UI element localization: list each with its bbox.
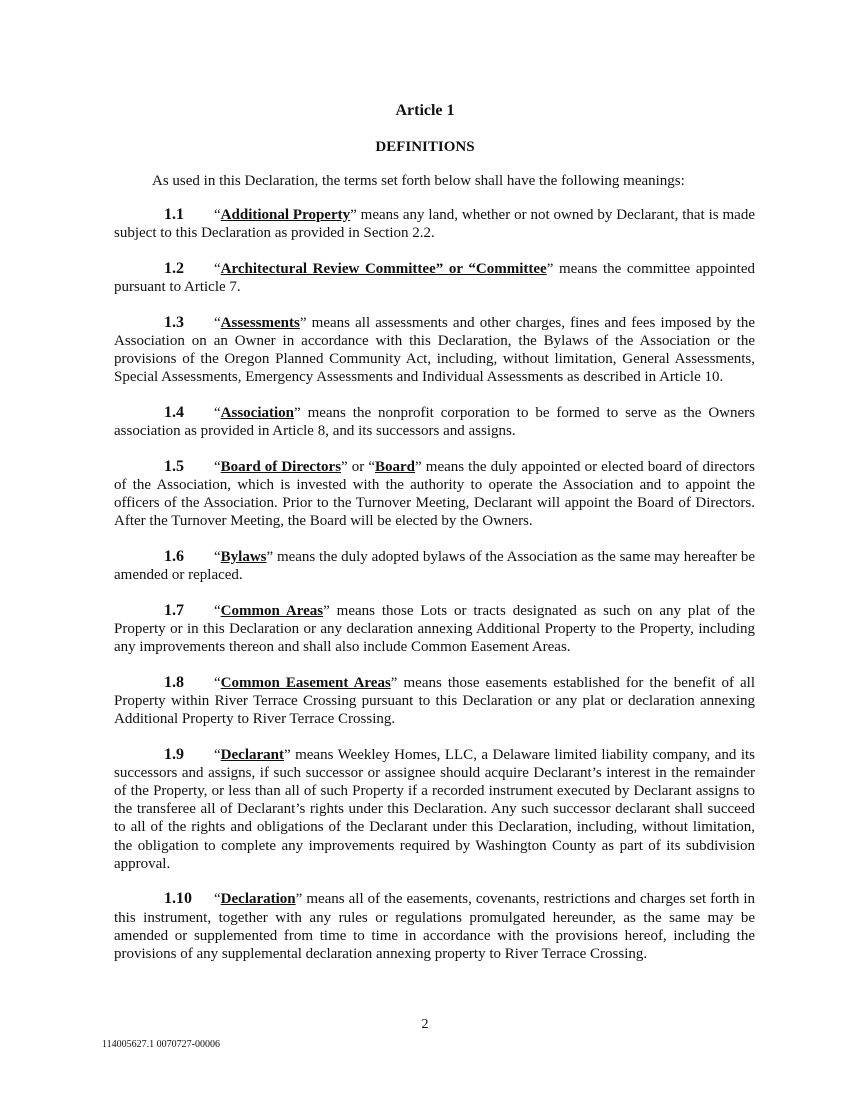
defined-term-alt: Board bbox=[375, 458, 416, 475]
definition-text: ” means those easements established for the benefit of all Property within River Terrace Crossing pursuant to this Declaration or any plat or declaration annexing Additional Property to River Terrace Crossing. bbox=[114, 674, 755, 727]
section-number: 1.9 bbox=[164, 745, 184, 763]
defined-term: Declarant bbox=[220, 746, 284, 763]
defined-term: Common Easement Areas bbox=[220, 674, 391, 691]
document-id: 114005627.1 0070727-00006 bbox=[102, 1039, 220, 1050]
section-number: 1.10 bbox=[164, 890, 192, 908]
definition-1-7: 1.7 “Common Areas” means those Lots or tracts designated as such on any plat of the Property or in this Declaration or any declaration annexing Additional Property to the Property, including any improvements thereon and shall also include Common Easement Areas. bbox=[114, 601, 755, 655]
section-number: 1.8 bbox=[164, 673, 184, 691]
definitions-list bbox=[114, 206, 755, 981]
defined-term: Assessments bbox=[220, 314, 300, 331]
definition-text: ” means all of the easements, covenants, restrictions and charges set forth in this instrument, together with any rules or regulations promulgated hereunder, as the same may be amended or supplemented from time to time in accordance with the provisions hereof, including the provisions of any supplemental declaration annexing property to River Terrace Crossing. bbox=[114, 891, 755, 963]
page-number: 2 bbox=[421, 1017, 429, 1032]
definition-1-8: 1.8 “Common Easement Areas” means those easements established for the benefit of all Property within River Terrace Crossing pursuant to this Declaration or any plat or declaration annexing Additional Property to River Terrace Crossing. bbox=[114, 673, 755, 727]
defined-term: Common Areas bbox=[220, 602, 324, 619]
definition-1-5: 1.5 “Board of Directors” or “Board” means the duly appointed or elected board of directors of the Association, which is invested with the authority to operate the Association and to appoint the officers of the Association. Prior to the Turnover Meeting, Declarant will appoint the Board of Directors. After the Turnover Meeting, the Board will be elected by the Owners. bbox=[114, 457, 755, 530]
definition-text: ” means Weekley Homes, LLC, a Delaware limited liability company, and its successors and assigns, if such successor or assignee should acquire Declarant’s interest in the remainder of the Property, or less than all of such Property if a recorded instrument executed by Declarant assigns to the transferee all of Declarant’s rights under this Declaration. Any such successor declarant shall succeed to all of the rights and obligations of the Declarant under this Declaration, including, without limitation, the obligation to complete any improvements required by Washington County as part of its subdivision approval. bbox=[114, 746, 755, 872]
article-subtitle: DEFINITIONS bbox=[375, 139, 475, 155]
defined-term: Association bbox=[220, 404, 295, 421]
definition-text: ” means all assessments and other charges, fines and fees imposed by the Association on an Owner in accordance with this Declaration, the Bylaws of the Association or the provisions of the Oregon Planned Community Act, including, without limitation, General Assessments, Special Assessments, Emergency Assessments and Individual Assessments as described in Article 10. bbox=[114, 314, 755, 386]
definition-text: ” means the committee appointed pursuant to Article 7. bbox=[114, 260, 755, 295]
definition-text: ” means the duly appointed or elected board of directors of the Association, which is invested with the authority to operate the Association and to appoint the officers of the Association. Prior to the Turnover Meeting, Declarant will appoint the Board of Directors. After the Turnover Meeting, the Board will be elected by the Owners. bbox=[114, 458, 755, 530]
section-number: 1.3 bbox=[164, 313, 184, 331]
definition-1-1: 1.1 “Additional Property” means any land, whether or not owned by Declarant, that is made subject to this Declaration as provided in Section 2.2. bbox=[114, 206, 755, 242]
definition-text: ” means the nonprofit corporation to be formed to serve as the Owners association as provided in Article 8, and its successors and assigns. bbox=[114, 404, 755, 439]
section-number: 1.6 bbox=[164, 547, 184, 565]
section-number: 1.5 bbox=[164, 457, 184, 475]
definition-1-3: 1.3 “Assessments” means all assessments and other charges, fines and fees imposed by the Association on an Owner in accordance with this Declaration, the Bylaws of the Association or the provisions of the Oregon Planned Community Act, including, without limitation, General Assessments, Special Assessments, Emergency Assessments and Individual Assessments as described in Article 10. bbox=[114, 313, 755, 386]
definition-1-10: 1.10 “Declaration” means all of the easements, covenants, restrictions and charges set forth in this instrument, together with any rules or regulations promulgated hereunder, as the same may be amended or supplemented from time to time in accordance with the provisions hereof, including the provisions of any supplemental declaration annexing property to River Terrace Crossing. bbox=[114, 890, 755, 963]
intro-paragraph: As used in this Declaration, the terms set forth below shall have the following meanings: bbox=[152, 173, 685, 189]
defined-term: Board of Directors bbox=[220, 458, 342, 475]
defined-term: Declaration bbox=[220, 891, 296, 908]
definition-1-2: 1.2 “Architectural Review Committee” or “Committee” means the committee appointed pursuant to Article 7. bbox=[114, 259, 755, 295]
definition-text: ” means the duly adopted bylaws of the Association as the same may hereafter be amended or replaced. bbox=[114, 548, 755, 583]
section-number: 1.2 bbox=[164, 259, 184, 277]
section-number: 1.1 bbox=[164, 206, 184, 223]
defined-term: Additional Property bbox=[220, 207, 351, 223]
definition-text: ” means any land, whether or not owned by Declarant, that is made subject to this Declaration as provided in Section 2.2. bbox=[114, 207, 755, 242]
definition-1-4: 1.4 “Association” means the nonprofit corporation to be formed to serve as the Owners association as provided in Article 8, and its successors and assigns. bbox=[114, 403, 755, 439]
definition-1-9: 1.9 “Declarant” means Weekley Homes, LLC, a Delaware limited liability company, and its successors and assigns, if such successor or assignee should acquire Declarant’s interest in the remainder of the Property, or less than all of such Property if a recorded instrument executed by Declarant assigns to the transferee all of Declarant’s rights under this Declaration. Any such successor declarant shall succeed to all of the rights and obligations of the Declarant under this Declaration, including, without limitation, the obligation to complete any improvements required by Washington County as part of its subdivision approval. bbox=[114, 745, 755, 872]
definition-text: ” means those Lots or tracts designated as such on any plat of the Property or in this Declaration or any declaration annexing Additional Property to the Property, including any improvements thereon and shall also include Common Easement Areas. bbox=[114, 602, 755, 655]
section-number: 1.4 bbox=[164, 403, 184, 421]
definition-1-6: 1.6 “Bylaws” means the duly adopted bylaws of the Association as the same may hereafter be amended or replaced. bbox=[114, 547, 755, 583]
defined-term: Bylaws bbox=[220, 548, 267, 565]
article-title: Article 1 bbox=[395, 102, 455, 119]
section-number: 1.7 bbox=[164, 601, 184, 619]
defined-term: Architectural Review Committee” or “Committee bbox=[220, 260, 547, 277]
